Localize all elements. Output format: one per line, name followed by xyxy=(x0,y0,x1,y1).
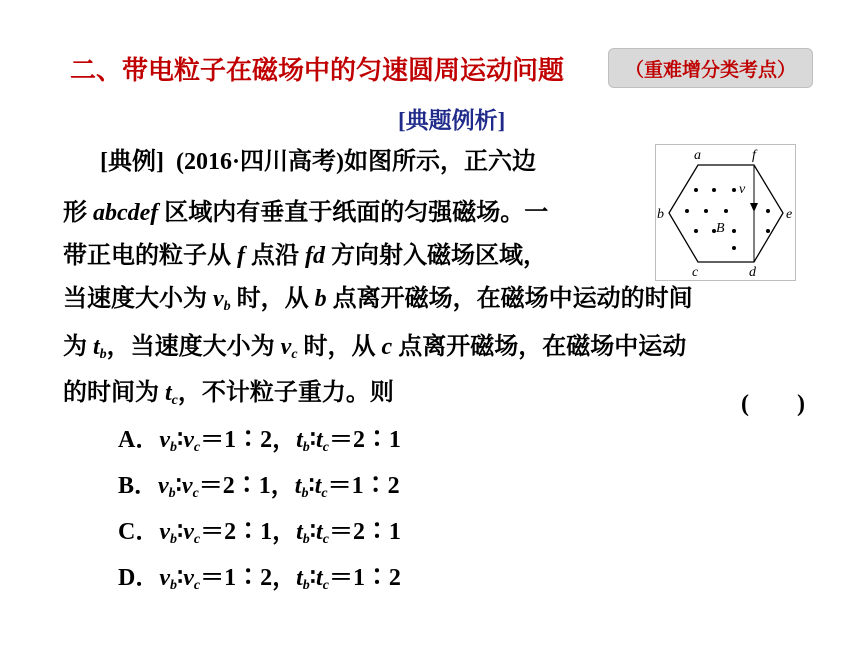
vertex-label-b: b xyxy=(657,207,664,222)
vertex-label-f: f xyxy=(752,148,756,163)
velocity-label: v xyxy=(739,182,746,197)
vertex-label-e: e xyxy=(786,207,793,222)
velocity-arrowhead xyxy=(750,203,758,212)
option-a: A．$v_b∶v_c=1∶2$，$t_b∶t_c=2∶1$ xyxy=(118,427,401,455)
problem-line-2: 形 abcdef 区域内有垂直于纸面的匀强磁场。一 xyxy=(63,200,549,226)
section-title: 二、带电粒子在磁场中的匀速圆周运动问题 xyxy=(70,56,565,85)
vertex-label-c: c xyxy=(692,265,699,280)
problem-source: (2016·四川高考) xyxy=(175,149,344,175)
field-label: B xyxy=(716,221,725,236)
problem-line-4: 当速度大小为 $v_b$ 时，从 b 点离开磁场，在磁场中运动的时间 xyxy=(63,286,693,314)
problem-line-3: 带正电的粒子从 f 点沿 fd 方向射入磁场区域， xyxy=(63,243,547,269)
problem-line-5: 为 $t_b$，当速度大小为 $v_c$ 时，从 c 点离开磁场，在磁场中运动 xyxy=(63,334,687,362)
vertex-label-d: d xyxy=(749,265,756,280)
option-c: C．$v_b∶v_c=2∶1$，$t_b∶t_c=2∶1$ xyxy=(118,519,401,547)
example-section-label: [典题例析] xyxy=(398,108,506,133)
problem-line-1: [典例] (2016·四川高考)如图所示，正六边 xyxy=(100,149,536,175)
magnetic-field-dots xyxy=(685,188,770,250)
category-badge: （重难增分类考点） xyxy=(608,48,813,88)
answer-blank: ( ) xyxy=(741,391,805,417)
example-tag: [典例] xyxy=(100,149,164,175)
hexagon-field-figure xyxy=(655,144,796,281)
problem-line-6: 的时间为 $t_c$，不计粒子重力。则 xyxy=(63,380,394,408)
option-b: B．$v_b∶v_c=2∶1$，$t_b∶t_c=1∶2$ xyxy=(118,473,400,501)
vertex-label-a: a xyxy=(694,148,701,163)
option-d: D．$v_b∶v_c=1∶2$，$t_b∶t_c=1∶2$ xyxy=(118,565,401,593)
hexagon-region xyxy=(669,165,783,262)
